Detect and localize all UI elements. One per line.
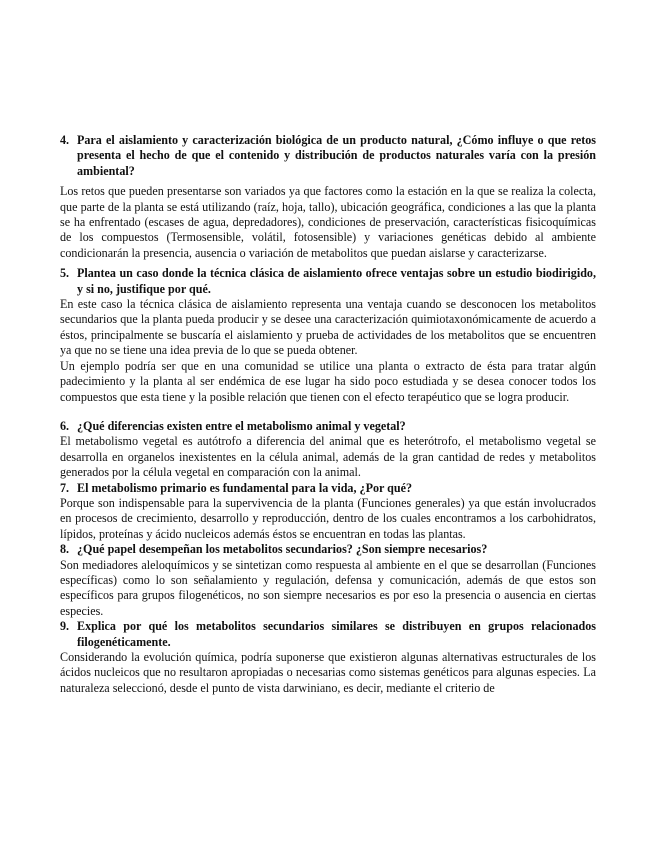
question-text: ¿Qué diferencias existen entre el metabolismo animal y vegetal? (77, 418, 406, 433)
question-number: 5. (60, 266, 70, 281)
answer-7: Porque son indispensable para la supervivencia de la planta (Funciones generales) ya que están involucrados en procesos de crecimiento, desarrollo y reproducción, dentro de los cuales encontramos a los carbohidratos, lípidos, proteínas y ácido nucleicos además éstos se encuentran en todas las plantas. (60, 495, 596, 541)
question-5 (60, 266, 596, 297)
answer-4: Los retos que pueden presentarse son variados ya que factores como la estación en la que se realiza la colecta, que parte de la planta se está utilizando (raíz, hoja, tallo), ubicación geográfica, condiciones a las que la planta se ha enfrentado (escases de agua, depredadores), condiciones de preservación, características fisicoquímicas de los compuestos (Termosensible, volátil, fotosensible) y variaciones genéticas debido al ambiente condicionarán la presencia, ausencia o variación de metabolitos que puedan aislarse y caracterizarse. (60, 184, 596, 260)
question-number: 6. (60, 418, 70, 433)
question-number: 7. (60, 480, 70, 495)
answer-9: Considerando la evolución química, podría suponerse que existieron algunas alternativas estructurales de los ácidos nucleicos que no resultaron apropiadas o necesarias como sistemas genéticos para algunas especies. La naturaleza seleccionó, desde el punto de vista darwiniano, es decir, mediante el criterio de (60, 650, 596, 695)
answer-8: Son mediadores aleloquímicos y se sintetizan como respuesta al ambiente en el que se desarrollan (Funciones específicas) como lo son señalamiento y regulación, defensa y comunicación, además de que estos son específicos para grupos filogenéticos, no son siempre necesarios es por eso la presencia o ausencia en ciertas especies. (60, 557, 596, 618)
question-7 (60, 481, 596, 496)
question-number: 9. (60, 619, 70, 634)
answer-5-paragraph-2: Un ejemplo podría ser que en una comunidad se utilice una planta o extracto de ésta para tratar algún padecimiento y la planta al ser endémica de ese lugar ha sido poco estudiada y se desea conocer todos los compuestos que esta tiene y la posible relación que tienen con el efecto terapéutico que se logra producir. (60, 358, 596, 404)
question-text: ¿Qué papel desempeñan los metabolitos secundarios? ¿Son siempre necesarios? (77, 542, 488, 557)
document-page (60, 133, 596, 696)
question-text: El metabolismo primario es fundamental para la vida, ¿Por qué? (77, 480, 413, 495)
answer-6: El metabolismo vegetal es autótrofo a diferencia del animal que es heterótrofo, el metabolismo vegetal se desarrolla en organelos inexistentes en la célula animal, además de la gran cantidad de redes y metabolitos generados por la célula vegetal en comparación con la animal. (60, 434, 596, 480)
question-6 (60, 419, 596, 434)
question-number: 4. (60, 133, 70, 147)
question-text: Plantea un caso donde la técnica clásica de aislamiento ofrece ventajas sobre un estudio biodirigido, y si no, justifique por qué. (77, 266, 596, 296)
question-text: Explica por qué los metabolitos secundarios similares se distribuyen en grupos relacionados filogenéticamente. (77, 619, 596, 649)
question-8 (60, 542, 596, 557)
question-4 (60, 133, 596, 179)
answer-5-paragraph-1: En este caso la técnica clásica de aislamiento representa una ventaja cuando se desconocen los metabolitos secundarios que la planta pueda producir y se desee una caracterización quimiotaxonómicamente de acuerdo a éstos, principalmente se buscaría el aislamiento y prueba de actividades de los metabolitos que se encuentren ya que no se tiene una idea previa de lo que se pueda obtener. (60, 297, 596, 358)
question-number: 8. (60, 542, 70, 557)
question-9 (60, 619, 596, 650)
question-text: Para el aislamiento y caracterización biológica de un producto natural, ¿Cómo influye o que retos presenta el hecho de que el contenido y distribución de productos naturales varía con la presión ambiental? (77, 133, 596, 178)
